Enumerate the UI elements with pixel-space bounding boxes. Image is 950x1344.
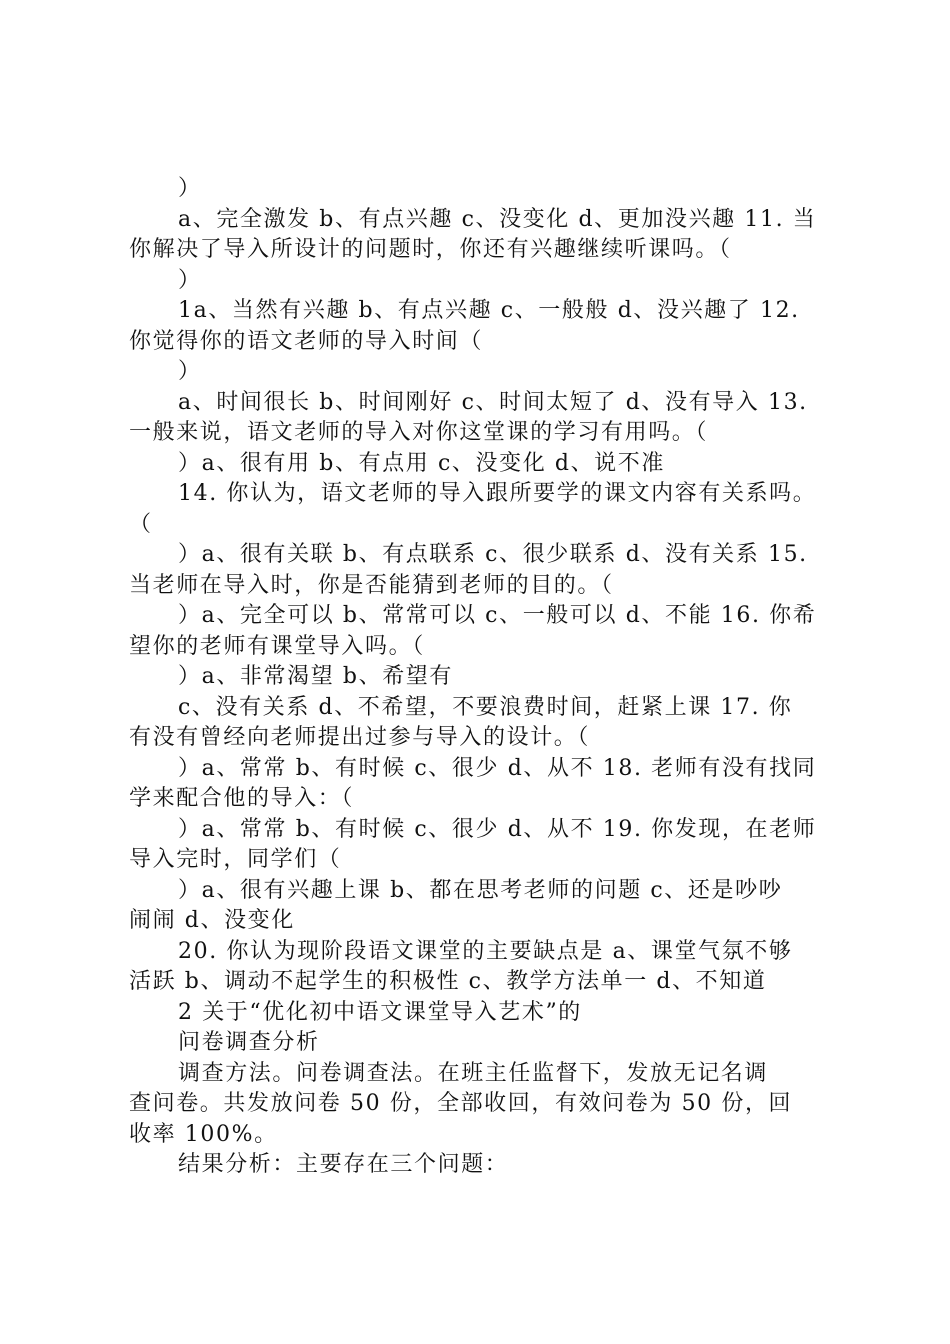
text-line: ）a、常常 b、有时候 c、很少 d、从不 18. 老师有没有找同 (178, 755, 817, 781)
text-line: 有没有曾经向老师提出过参与导入的设计。（ (129, 725, 591, 750)
text-line: 1a、当然有兴趣 b、有点兴趣 c、一般般 d、没兴趣了 12. (178, 298, 800, 323)
text-line: 14. 你认为，语文老师的导入跟所要学的课文内容有关系吗。 (178, 481, 817, 506)
text-line: 当老师在导入时，你是否能猜到老师的目的。（ (129, 572, 614, 598)
text-line: ） (178, 176, 202, 201)
text-line: 查问卷。共发放问卷 50 份，全部收回，有效问卷为 50 份，回 (129, 1091, 793, 1116)
text-line: ） (178, 267, 202, 293)
text-line: a、完全激发 b、有点兴趣 c、没变化 d、更加没兴趣 11. 当 (178, 206, 817, 232)
text-line: 结果分析：主要存在三个问题： (178, 1152, 509, 1177)
text-line: 一般来说，语文老师的导入对你这堂课的学习有用吗。（ (129, 420, 709, 445)
text-line: ）a、很有兴趣上课 b、都在思考老师的问题 c、还是吵吵 (178, 877, 783, 903)
text-line: c、没有关系 d、不希望，不要浪费时间，赶紧上课 17. 你 (178, 694, 793, 720)
text-line: 2 关于“优化初中语文课堂导入艺术”的 (178, 999, 582, 1025)
text-line: a、时间很长 b、时间刚好 c、时间太短了 d、没有导入 13. (178, 389, 808, 415)
text-line: 收率 100%。 (129, 1121, 278, 1147)
text-line: ）a、常常 b、有时候 c、很少 d、从不 19. 你发现，在老师 (178, 816, 817, 842)
text-line: 你解决了导入所设计的问题时，你还有兴趣继续听课吗。（ (129, 237, 732, 262)
text-line: 学来配合他的导入：（ (129, 786, 355, 811)
text-line: ）a、非常渴望 b、希望有 (178, 664, 453, 689)
text-line: 你觉得你的语文老师的导入时间（ (129, 328, 484, 354)
document-body (129, 174, 829, 1181)
text-line: （ (129, 511, 153, 537)
text-line: ）a、很有关联 b、有点联系 c、很少联系 d、没有关系 15. (178, 542, 808, 567)
text-line: 20. 你认为现阶段语文课堂的主要缺点是 a、课堂气氛不够 (178, 938, 793, 964)
text-line: ）a、很有用 b、有点用 c、没变化 d、说不准 (178, 450, 665, 476)
text-line: ） (178, 359, 202, 384)
text-line: 导入完时，同学们（ (129, 847, 342, 872)
text-line: 调查方法。问卷调查法。在班主任监督下，发放无记名调 (178, 1060, 769, 1086)
text-line: 望你的老师有课堂导入吗。（ (129, 633, 425, 659)
text-line: 问卷调查分析 (178, 1030, 320, 1055)
text-line: 闹闹 d、没变化 (129, 908, 295, 933)
text-line: ）a、完全可以 b、常常可以 c、一般可以 d、不能 16. 你希 (178, 603, 817, 628)
text-line: 活跃 b、调动不起学生的积极性 c、教学方法单一 d、不知道 (129, 969, 767, 994)
